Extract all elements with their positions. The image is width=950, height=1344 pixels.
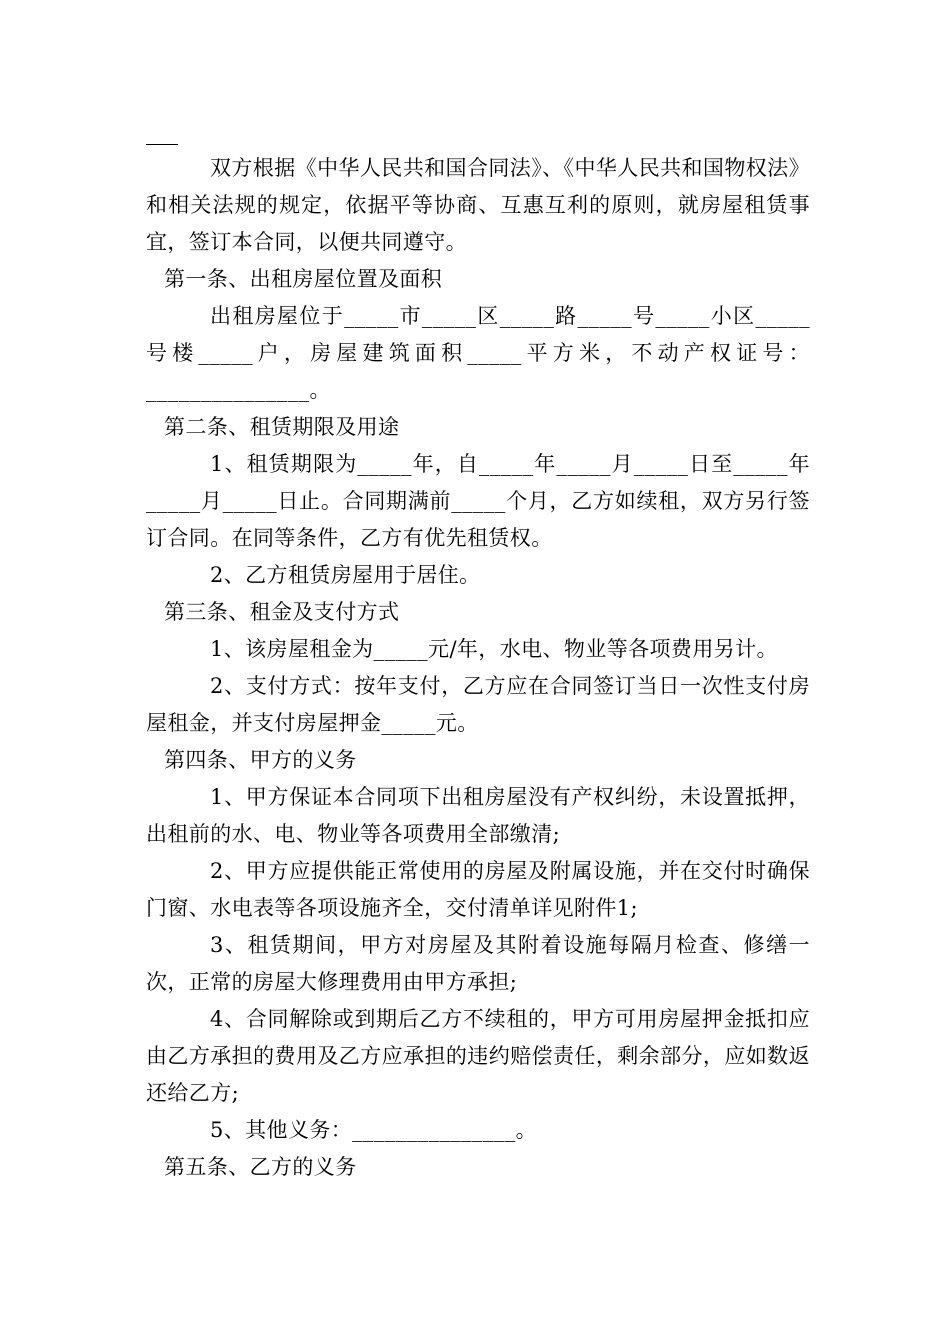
article-paragraph: 5、其他义务：_______________。 (210, 1118, 538, 1142)
article-paragraph: 1、甲方保证本合同项下出租房屋没有产权纠纷，未设置抵押，出租前的水、电、物业等各项费用全部缴清; (146, 785, 810, 846)
article-paragraph: 出租房屋位于_____市_____区_____路_____号_____小区_____号楼_____户，房屋建筑面积_____平方米，不动产权证号：_______________。 (146, 304, 810, 402)
contract-body (146, 150, 810, 1186)
article-heading: 第四条、甲方的义务 (164, 748, 357, 772)
article-paragraph: 3、租赁期间，甲方对房屋及其附着设施每隔月检查、修缮一次，正常的房屋大修理费用由甲方承担; (146, 933, 810, 994)
article-paragraph: 4、合同解除或到期后乙方不续租的，甲方可用房屋押金抵扣应由乙方承担的费用及乙方应承担的违约赔偿责任，剩余部分，应如数返还给乙方; (146, 1007, 810, 1105)
article-paragraph: 1、该房屋租金为_____元/年，水电、物业等各项费用另计。 (210, 637, 778, 661)
article-paragraph: 2、支付方式：按年支付，乙方应在合同签订当日一次性支付房屋租金，并支付房屋押金_____元。 (146, 674, 810, 735)
article-heading: 第一条、出租房屋位置及面积 (164, 267, 443, 291)
article-paragraph: 2、甲方应提供能正常使用的房屋及附属设施，并在交付时确保门窗、水电表等各项设施齐全，交付清单详见附件1; (146, 859, 810, 920)
intro-paragraph: 双方根据《中华人民共和国合同法》、《中华人民共和国物权法》和相关法规的规定，依据平等协商、互惠互利的原则，就房屋租赁事宜，签订本合同，以便共同遵守。 (146, 156, 810, 254)
article-heading: 第三条、租金及支付方式 (164, 600, 400, 624)
article-heading: 第二条、租赁期限及用途 (164, 415, 400, 439)
article-heading: 第五条、乙方的义务 (164, 1155, 357, 1179)
top-rule-divider (146, 144, 178, 145)
article-paragraph: 1、租赁期限为_____年，自_____年_____月_____日至_____年_____月_____日止。合同期满前_____个月，乙方如续租，双方另行签订合同。在同等条件，乙方有优先租赁权。 (146, 452, 810, 550)
article-paragraph: 2、乙方租赁房屋用于居住。 (210, 563, 481, 587)
